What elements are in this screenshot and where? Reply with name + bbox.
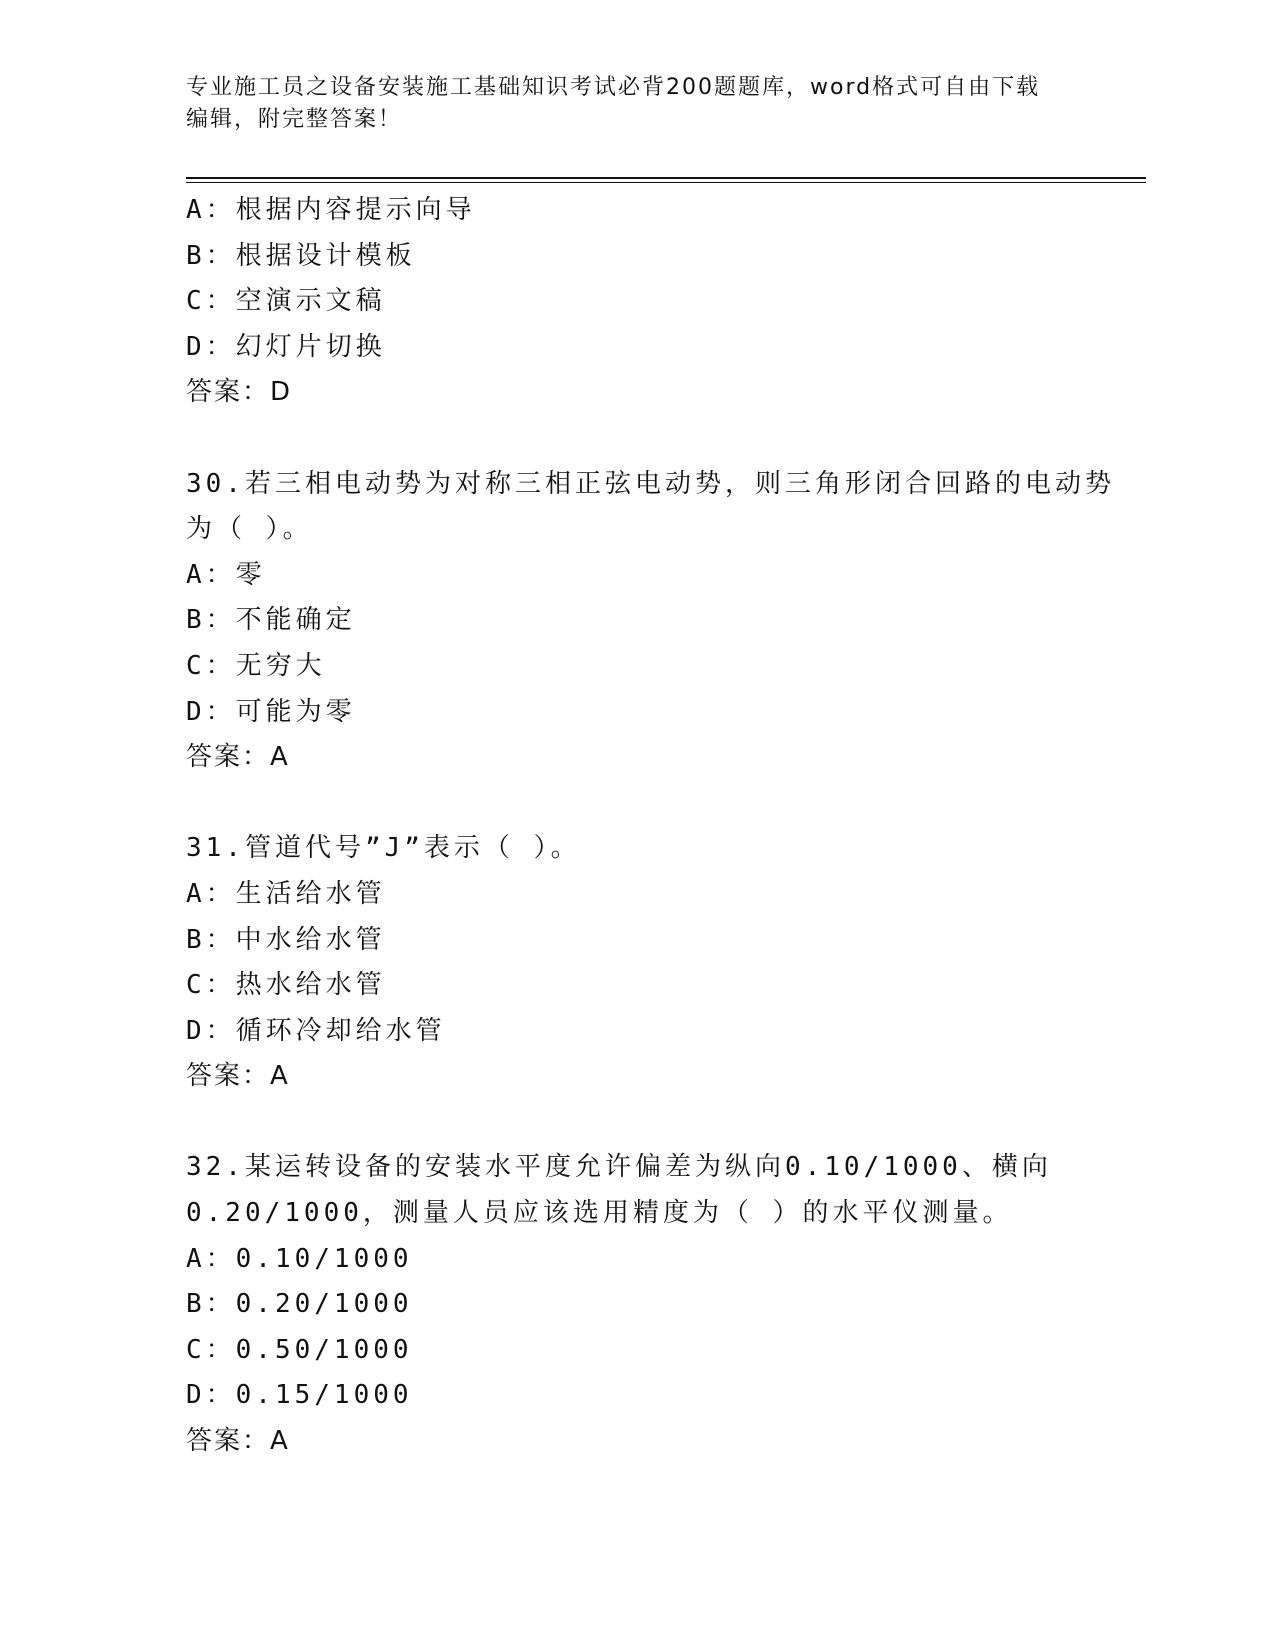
option-b: B：根据设计模板 xyxy=(186,240,416,271)
answer-label: 答案：A xyxy=(186,1061,290,1092)
option-d: D：0.15/1000 xyxy=(186,1380,413,1411)
question-31 xyxy=(186,826,1086,1100)
option-b: B：不能确定 xyxy=(186,605,356,636)
option-a: A：0.10/1000 xyxy=(186,1243,413,1274)
spacer xyxy=(186,781,1086,827)
option-b: B：中水给水管 xyxy=(186,924,386,955)
question-stem-line-1: 32.某运转设备的安装水平度允许偏差为纵向0.10/1000、横向 xyxy=(186,1152,1052,1183)
question-29 xyxy=(186,188,1086,416)
spacer xyxy=(186,1100,1086,1146)
header-line-1: 专业施工员之设备安装施工基础知识考试必背200题题库，word格式可自由下载 xyxy=(186,75,1041,100)
header-line-2: 编辑，附完整答案！ xyxy=(186,107,403,132)
option-c: C：无穷大 xyxy=(186,650,326,681)
option-a: A：零 xyxy=(186,559,266,590)
question-stem-line-2: 0.20/1000，测量人员应该选用精度为（ ）的水平仪测量。 xyxy=(186,1198,1013,1229)
option-d: D：可能为零 xyxy=(186,696,356,727)
question-stem-line-2: 为（ ）。 xyxy=(186,514,313,545)
spacer xyxy=(186,416,1086,462)
question-stem-line-1: 30.若三相电动势为对称三相正弦电动势，则三角形闭合回路的电动势 xyxy=(186,468,1115,499)
question-stem-line-1: 31.管道代号”J”表示（ ）。 xyxy=(186,833,581,864)
header-divider-thick xyxy=(186,177,1146,179)
question-30 xyxy=(186,462,1115,781)
header-divider-thin xyxy=(186,182,1146,183)
option-d: D：循环冷却给水管 xyxy=(186,1015,446,1046)
option-c: C：热水给水管 xyxy=(186,970,386,1001)
option-c: C：0.50/1000 xyxy=(186,1334,413,1365)
answer-label: 答案：A xyxy=(186,742,290,773)
option-b: B：0.20/1000 xyxy=(186,1289,413,1320)
answer-label: 答案：A xyxy=(186,1426,290,1457)
question-list xyxy=(186,188,1115,1465)
question-32 xyxy=(186,1145,1086,1464)
option-a: A：根据内容提示向导 xyxy=(186,195,476,225)
option-d: D：幻灯片切换 xyxy=(186,331,386,362)
option-c: C：空演示文稿 xyxy=(186,286,386,317)
document-header xyxy=(186,72,1066,136)
answer-label: 答案：D xyxy=(186,377,293,408)
option-a: A：生活给水管 xyxy=(186,878,386,909)
